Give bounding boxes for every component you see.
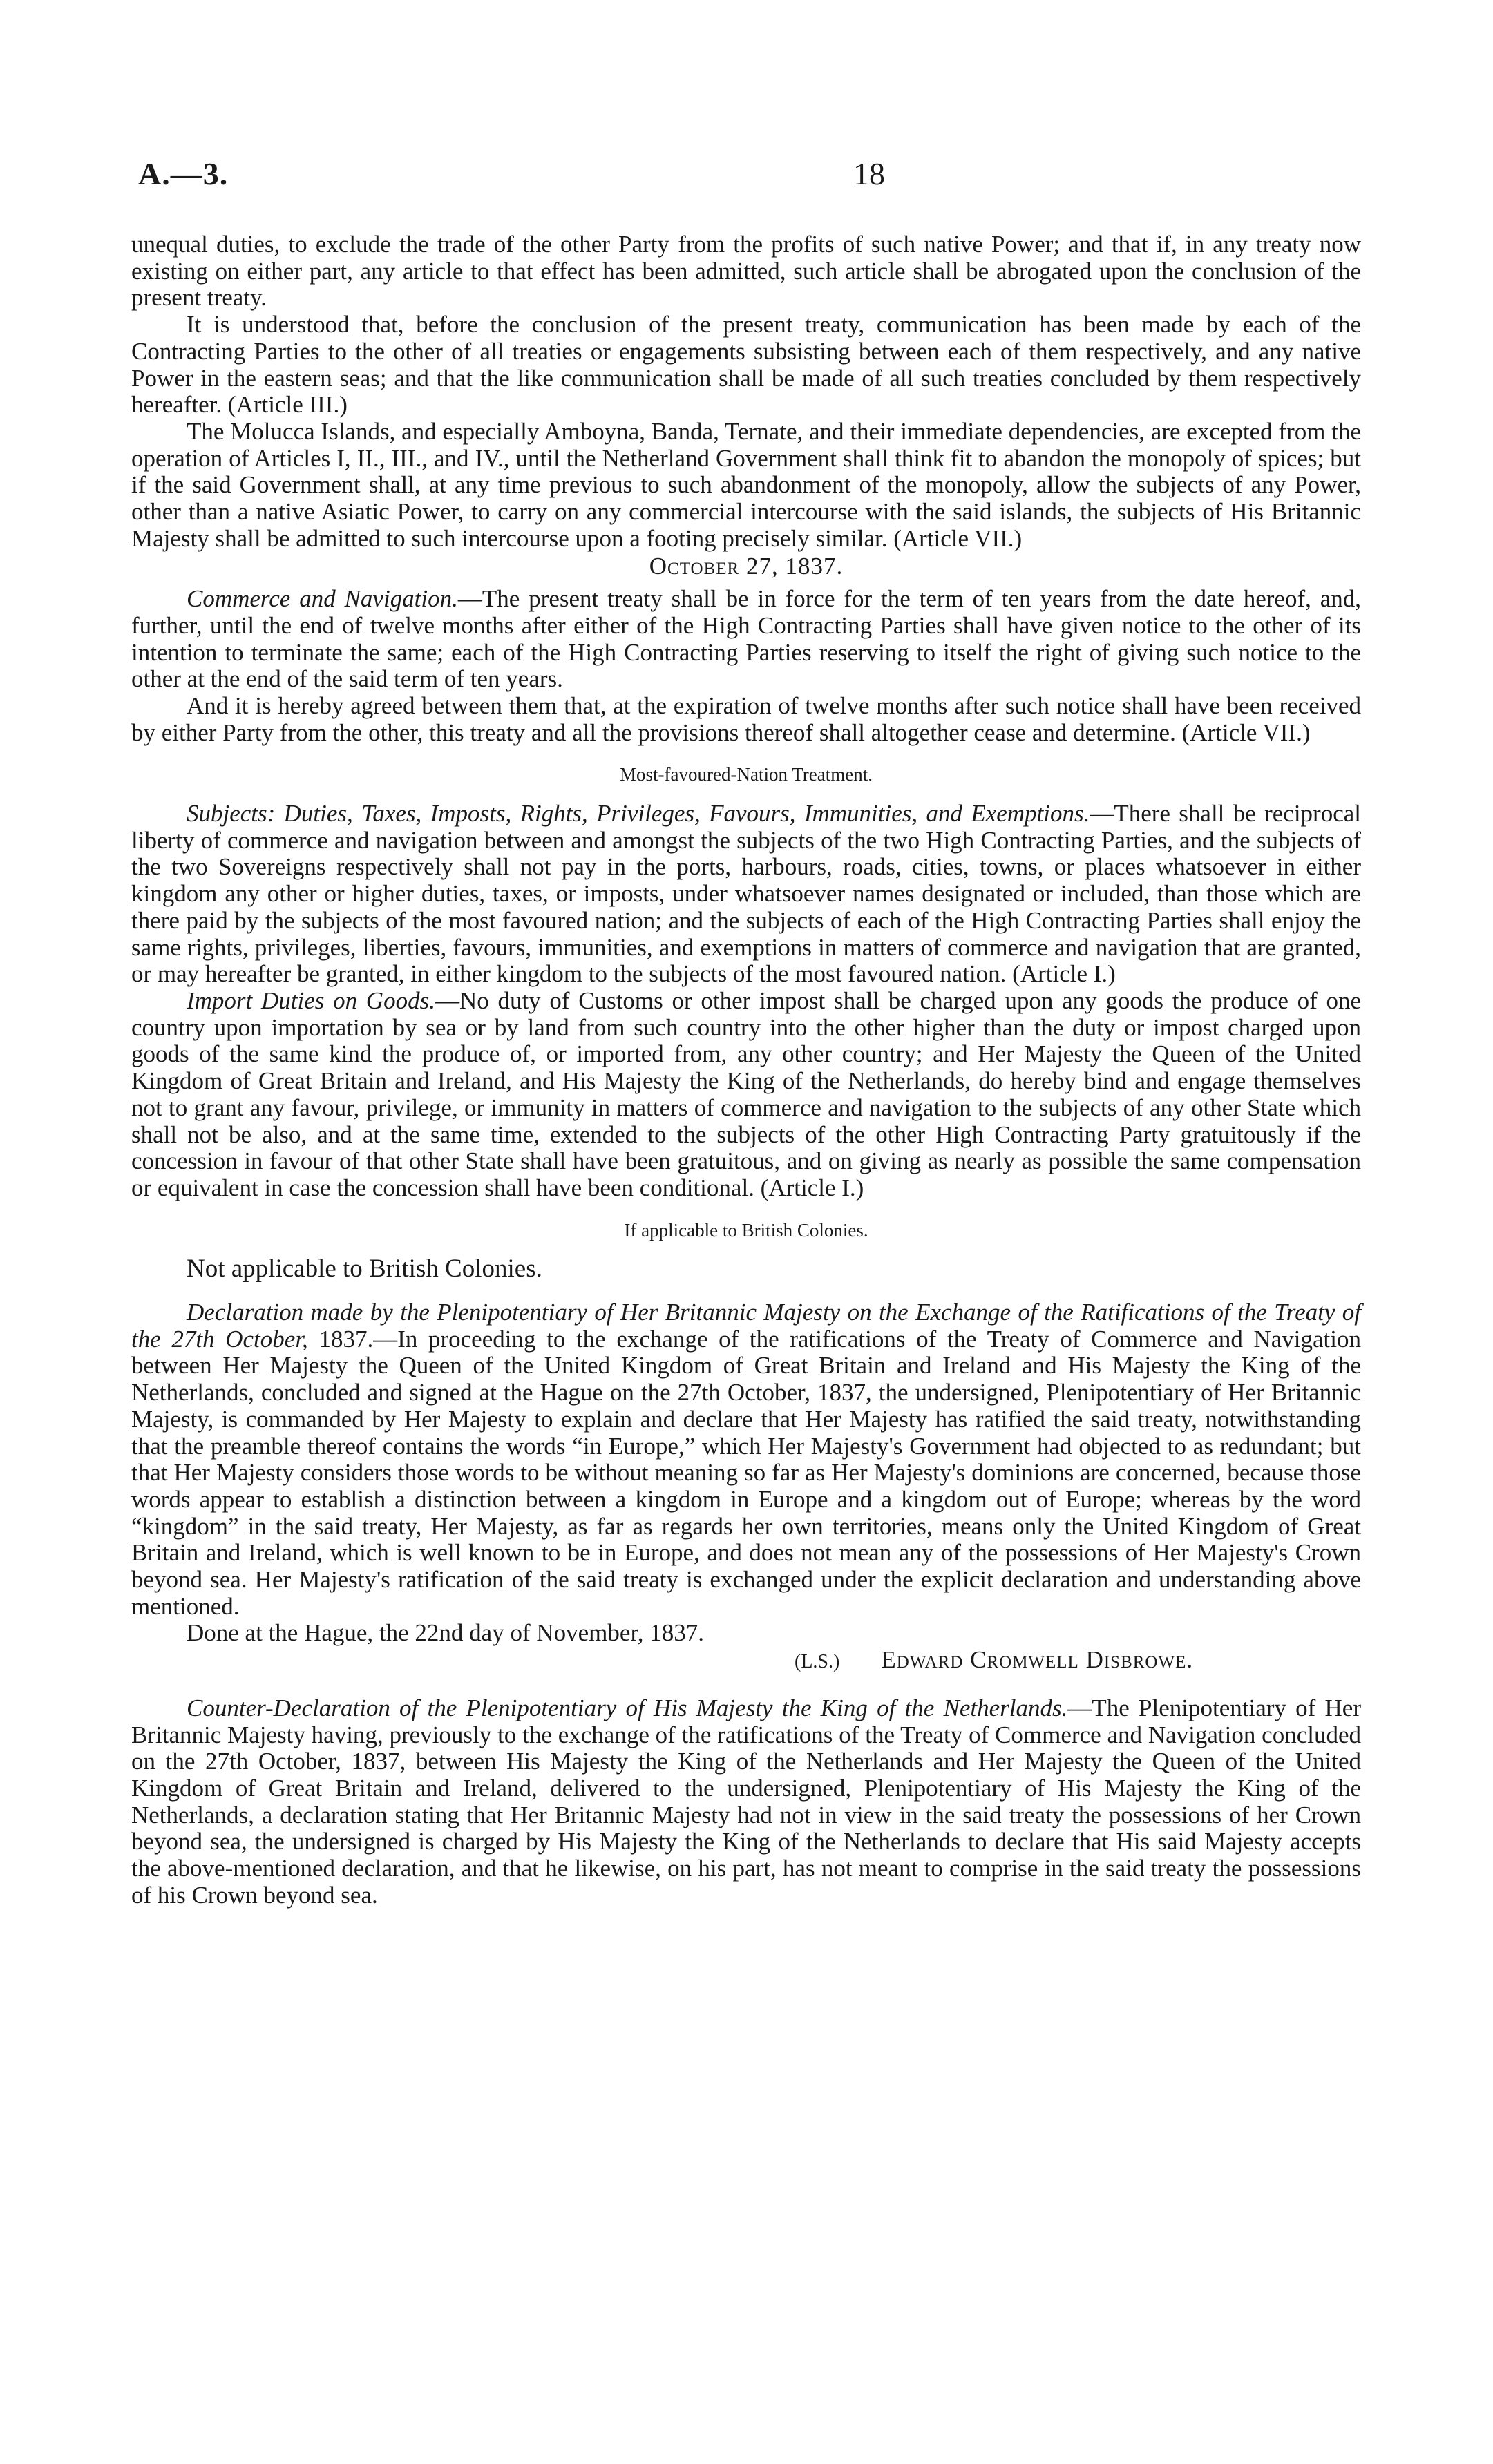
paragraph-text: —No duty of Customs or other impost shall be charged upon any goods the produce of one country upon importation by sea or by land from such country into the other higher than the duty or impost charged upon goods of the same kind the produce of, or imported from, any other country; and Her Majesty the Queen of the United Kingdom of Great Britain and Ireland, and His Majesty the King of the Netherlands, do hereby bind and engage themselves not to grant any favour, privilege, or immunity in matters of commerce and navigation to the subjects of any other State which shall not be also, and at the same time, extended to the subjects of the other High Contracting Party gratuitously if the concession in favour of that other State shall have been gratuitous, and on giving as nearly as possible the same compensation or equivalent in case the concession shall have been conditional. (Article I.) — [131, 986, 1361, 1201]
treaty-date: October 27, 1837. — [649, 553, 844, 580]
paragraph-heading: Declaration made by the Plenipotentiary of Her Britannic Majesty on the Exchange of the Ratifications of the Treaty of the 27th October, — [131, 1299, 1361, 1353]
paragraph: The Molucca Islands, and especially Amboyna, Banda, Ternate, and their immediate dependencies, are excepted from the operation of Articles I, II., III., and IV., until the Netherland Government shall think fit to abandon the monopoly of spices; but if the said Government shall, at any time previous to such abandonment of the monopoly, allow the subjects of any Power, other than a native Asiatic Power, to carry on any commercial intercourse with the said islands, the subjects of His Britannic Majesty shall be admitted to such intercourse upon a footing precisely similar. (Article VII.) — [131, 417, 1361, 552]
paragraph-text: —There shall be reciprocal liberty of commerce and navigation between and amongst the subjects of the two High Contracting Parties, and the subjects of the two Sovereigns respectively shall not pay in the ports, harbours, roads, cities, towns, or places whatsoever in either kingdom any other or higher duties, taxes, or imposts, under whatsoever names designated or included, than those which are there paid by the subjects of the most favoured nation; and the subjects of each of the High Contracting Parties shall enjoy the same rights, privileges, liberties, favours, immunities, and exemptions in matters of commerce and navigation that are granted, or may hereafter be granted, in either kingdom to the subjects of the most favoured nation. (Article I.) — [131, 800, 1362, 988]
paragraph: Done at the Hague, the 22nd day of November, 1837. — [187, 1619, 704, 1647]
page-number: 18 — [853, 156, 885, 191]
paragraph: It is understood that, before the conclusion of the present treaty, communication has been made by each of the Contracting Parties to the other of all treaties or engagements subsisting between each of them respectively, and any native Power in the eastern seas; and that the like communication shall be made of all such treaties concluded by them respectively hereafter. (Article III.) — [131, 311, 1361, 419]
seal-mark: (L.S.) — [795, 1651, 840, 1673]
paragraph-heading: Import Duties on Goods. — [187, 986, 435, 1014]
paragraph-text: 1837.—In proceeding to the exchange of the ratifications of the Treaty of Commerce and Navigation between Her Majesty the Queen of the United Kingdom of Great Britain and Ireland and His Majesty the King of the Netherlands, concluded and signed at the Hague on the 27th October, 1837, the undersigned, Plenipotentiary of Her Britannic Majesty, is commanded by Her Majesty to explain and declare that Her Majesty has ratified the said treaty, notwithstanding that the preamble thereof contains the words “in Europe,” which Her Majesty's Government had objected to as redundant; but that Her Majesty considers those words to be without meaning so far as Her Majesty's dominions are concerned, because those words appear to establish a distinction between a kingdom in Europe and a kingdom out of Europe; whereas by the word “kingdom” in the said treaty, Her Majesty, as far as regards her own territories, means only the United Kingdom of Great Britain and Ireland, which is well known to be in Europe, and does not mean any of the possessions of Her Majesty's Crown beyond sea. Her Majesty's ratification of the said treaty is exchanged under the explicit declaration and understanding above mentioned. — [131, 1325, 1361, 1620]
document-reference: A.—3. — [138, 156, 229, 191]
signature-line — [131, 1647, 1361, 1676]
applicability-note: Not applicable to British Colonies. — [187, 1254, 542, 1283]
paragraph-heading: Commerce and Navigation. — [187, 585, 458, 613]
paragraph-heading: Counter-Declaration of the Plenipotentiary of His Majesty the King of the Netherlands. — [187, 1694, 1068, 1721]
paragraph — [131, 801, 1361, 988]
signatory-name: Edward Cromwell Disbrowe. — [881, 1646, 1194, 1674]
paragraph — [131, 1695, 1361, 1909]
paragraph: And it is hereby agreed between them that, at the expiration of twelve months after such notice shall have been received by either Party from the other, this treaty and all the provisions thereof shall altogether cease and determine. (Article VII.) — [131, 691, 1361, 746]
document-body — [131, 231, 1361, 1909]
paragraph — [131, 1299, 1361, 1620]
paragraph-heading: Subjects: Duties, Taxes, Imposts, Rights, Privileges, Favours, Immunities, and Exemptions. — [187, 800, 1090, 828]
paragraph — [131, 988, 1361, 1202]
paragraph-text: —The Plenipotentiary of Her Britannic Majesty having, previously to the exchange of the ratifications of the Treaty of Commerce and Navigation concluded on the 27th October, 1837, between His Majesty the King of the Netherlands and Her Majesty the Queen of the United Kingdom of Great Britain and Ireland, delivered to the undersigned, Plenipotentiary of His Majesty the King of the Netherlands, a declaration stating that Her Britannic Majesty had not in view in the said treaty the possessions of her Crown beyond sea, the undersigned is charged by His Majesty the King of the Netherlands to declare that His said Majesty accepts the above-mentioned declaration, and that he likewise, on his part, has not meant to comprise in the said treaty the possessions of his Crown beyond sea. — [131, 1694, 1361, 1909]
paragraph-text: —The present treaty shall be in force for the term of ten years from the date hereof, and, further, until the end of twelve months after either of the High Contracting Parties shall have given notice to the other of its intention to terminate the same; each of the High Contracting Parties reserving to itself the right of giving such notice to the other at the end of the said term of ten years. — [131, 585, 1362, 693]
section-heading: Most-favoured-Nation Treatment. — [620, 764, 873, 785]
page-header — [131, 155, 1361, 218]
section-heading: If applicable to British Colonies. — [624, 1219, 868, 1241]
paragraph — [131, 586, 1361, 693]
paragraph: unequal duties, to exclude the trade of the other Party from the profits of such native Power; and that if, in any treaty now existing on either part, any article to that effect has been admitted, such article shall be abrogated upon the conclusion of the present treaty. — [131, 231, 1361, 312]
